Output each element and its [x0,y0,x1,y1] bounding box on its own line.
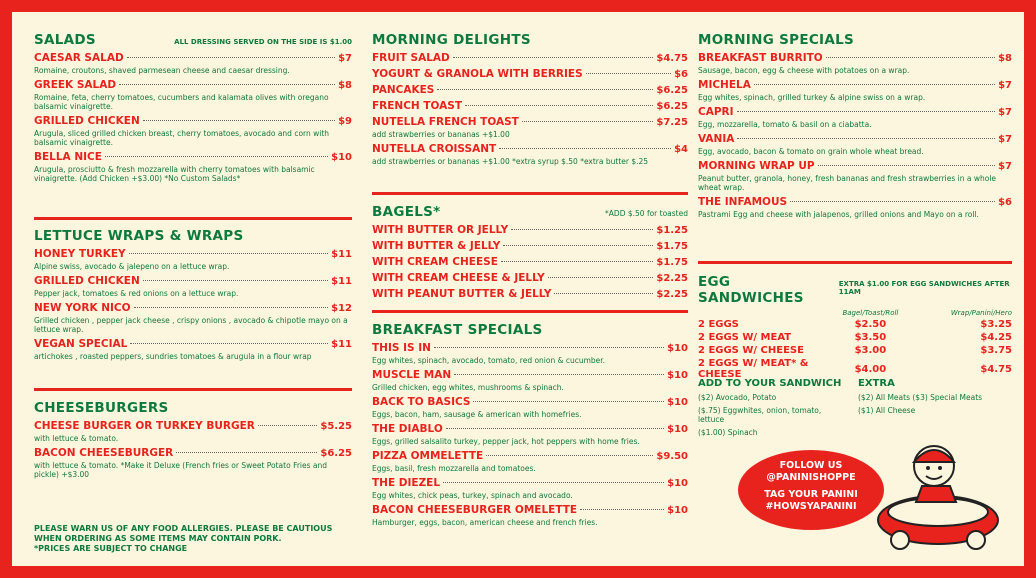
menu-item [372,450,688,462]
item-name: NUTELLA CROISSANT [372,143,497,155]
item-price: $11 [331,276,352,287]
section-title: BREAKFAST SPECIALS [372,322,543,338]
morning-specials-section [698,32,1012,219]
item-description: Arugula, sliced grilled chicken breast, cherry tomatoes, avocado and corn with balsamic vinaigrette. [34,129,330,147]
item-price: $8 [998,53,1012,64]
section-note: ALL DRESSING SERVED ON THE SIDE IS $1.00 [174,38,352,46]
item-price: $2.25 [656,289,688,300]
add-title: ADD TO YOUR SANDWICH [698,378,842,389]
leader-dots [586,73,671,74]
menu-item [34,115,352,127]
leader-dots [499,148,671,149]
extra-line: ($1) All Cheese [858,406,916,415]
item-description: Egg whites, spinach, avocado, tomato, red onion & cucumber. [372,356,606,365]
extra-title: EXTRA [858,378,895,389]
item-name: YOGURT & GRANOLA WITH BERRIES [372,68,583,80]
item-name: BACON CHEESEBURGER OMELETTE [372,504,578,516]
leader-dots [737,138,995,139]
menu-item [698,106,1012,118]
leader-dots [754,84,995,85]
item-description: with lettuce & tomato. [34,434,119,443]
menu-item [372,143,688,155]
leader-dots [434,347,664,348]
item-description: Romaine, feta, cherry tomatoes, cucumbers and kalamata olives with oregano balsamic vinaigrette. [34,93,329,111]
allergy-text: PLEASE WARN US OF ANY FOOD ALLERGIES. PLEASE BE CAUTIOUS WHEN ORDERING AS SOME ITEMS MAY CONTAIN PORK. [34,524,333,543]
menu-item [698,79,1012,91]
egg-sandwiches-section [698,274,1012,381]
item-price: $6 [998,197,1012,208]
menu-item [34,151,352,163]
leader-dots [790,201,995,202]
leader-dots [454,374,664,375]
item-name: VANIA [698,133,735,145]
item-description: add strawberries or bananas +$1.00 *extra syrup $.50 *extra butter $.25 [372,157,649,166]
leader-dots [143,120,335,121]
leader-dots [522,121,654,122]
item-price: $9.50 [656,451,688,462]
menu-item [372,68,688,80]
menu-item [372,100,688,112]
item-description: Egg whites, spinach, grilled turkey & alpine swiss on a wrap. [698,93,926,102]
item-name: CAPRI [698,106,734,118]
leader-dots [127,57,335,58]
egg-price-wrap: $4.25 [980,332,1012,343]
wraps-section [34,228,352,361]
item-price: $5.25 [320,421,352,432]
leader-dots [511,229,653,230]
section-title: LETTUCE WRAPS & WRAPS [34,228,244,244]
leader-dots [437,89,653,90]
leader-dots [818,165,995,166]
item-name: BACON CHEESEBURGER [34,447,174,459]
egg-price-roll: $4.00 [854,363,887,375]
item-price: $6.25 [656,101,688,112]
divider [372,310,688,313]
breakfast-specials-section [372,322,688,527]
column-header: Wrap/Panini/Hero [950,309,1012,317]
egg-price-wrap: $3.75 [980,345,1012,356]
menu-item [372,288,688,300]
leader-dots [486,455,653,456]
item-name: THIS IS IN [372,342,431,354]
divider [34,388,352,391]
menu-item [372,272,688,284]
item-description: Grilled chicken , pepper jack cheese , crispy onions , avocado & chipotle mayo on a lettuce wrap. [34,316,348,334]
social-badge [738,450,884,530]
morning-delights-section [372,32,688,166]
item-price: $7 [998,107,1012,118]
item-description: Romaine, croutons, shaved parmesean cheese and caesar dressing. [34,66,290,75]
hashtag: #HOWSYAPANINI [765,501,857,512]
leader-dots [548,277,654,278]
menu-item [34,420,352,432]
menu-item [372,52,688,64]
section-note: EXTRA $1.00 FOR EGG SANDWICHES AFTER 11AM [838,280,1010,296]
section-title: EGG SANDWICHES [698,274,804,306]
item-name: FRENCH TOAST [372,100,463,112]
menu-item [34,447,352,459]
leader-dots [143,280,328,281]
extra-line: ($2) All Meats ($3) Special Meats [858,393,983,402]
egg-price-roll: $3.50 [854,332,887,343]
egg-item-name: 2 EGGS [698,319,739,330]
item-description: Eggs, bacon, ham, sausage & american with homefries. [372,410,582,419]
item-name: BELLA NICE [34,151,102,163]
item-name: WITH BUTTER & JELLY [372,240,501,252]
menu-item [34,248,352,260]
item-name: GREEK SALAD [34,79,117,91]
item-name: BACK TO BASICS [372,396,471,408]
leader-dots [465,105,653,106]
follow-us-text: FOLLOW US [779,460,843,471]
egg-price-roll: $3.00 [854,345,887,356]
item-description: Sausage, bacon, egg & cheese with potatoes on a wrap. [698,66,910,75]
item-price: $10 [331,152,352,163]
item-name: WITH CREAM CHEESE & JELLY [372,272,545,284]
leader-dots [503,245,653,246]
item-price: $10 [667,424,688,435]
item-price: $1.75 [656,257,688,268]
menu-item [372,84,688,96]
column-left [34,32,352,183]
item-price: $12 [331,303,352,314]
item-name: BREAKFAST BURRITO [698,52,823,64]
item-price: $1.25 [656,225,688,236]
egg-price-roll: $2.50 [854,319,887,330]
menu-item [372,342,688,354]
egg-item-name: 2 EGGS W/ MEAT [698,332,792,343]
item-price: $2.25 [656,273,688,284]
menu-item [372,224,688,236]
item-price: $1.75 [656,241,688,252]
item-name: VEGAN SPECIAL [34,338,128,350]
item-description: Egg, avocado, bacon & tomato on grain whole wheat bread. [698,147,924,156]
egg-item-name: 2 EGGS W/ MEAT* & CHEESE [698,358,809,380]
menu-item [372,477,688,489]
item-description: with lettuce & tomato. *Make it Deluxe (French fries or Sweet Potato Fries and pickle) +$3.00 [34,461,328,479]
burgers-section [34,400,352,479]
menu-item [372,396,688,408]
item-description: Pastrami Egg and cheese with jalapenos, grilled onions and Mayo on a roll. [698,210,979,219]
item-name: HONEY TURKEY [34,248,126,260]
item-name: PANCAKES [372,84,435,96]
item-description: add strawberries or bananas +$1.00 [372,130,510,139]
egg-row [698,344,1012,357]
add-line: ($1.00) Spinach [698,428,758,437]
leader-dots [258,425,317,426]
item-name: GRILLED CHICKEN [34,275,140,287]
salads-section [34,32,352,183]
item-price: $10 [667,478,688,489]
item-price: $7 [998,80,1012,91]
menu-item [372,423,688,435]
add-line: ($.75) Eggwhites, onion, tomato, lettuce [698,406,822,424]
item-price: $4.75 [656,53,688,64]
egg-row [698,331,1012,344]
item-name: THE DIEZEL [372,477,441,489]
menu-item [34,52,352,64]
divider [698,261,1012,264]
item-price: $7 [998,134,1012,145]
leader-dots [501,261,653,262]
item-description: Eggs, basil, fresh mozzarella and tomatoes. [372,464,536,473]
item-price: $11 [331,249,352,260]
leader-dots [176,452,317,453]
section-note: *ADD $.50 for toasted [605,209,688,218]
item-name: WITH CREAM CHEESE [372,256,498,268]
leader-dots [129,253,329,254]
section-title: BAGELS* [372,204,441,220]
menu-item [34,338,352,350]
menu-item [698,52,1012,64]
item-name: WITH BUTTER OR JELLY [372,224,509,236]
menu-item [34,302,352,314]
item-price: $6.25 [656,85,688,96]
bagels-section [372,204,688,300]
item-name: MORNING WRAP UP [698,160,815,172]
leader-dots [105,156,328,157]
item-description: Hamburger, eggs, bacon, american cheese and french fries. [372,518,598,527]
instagram-handle: @PANINISHOPPE [766,472,856,483]
section-title: CHEESEBURGERS [34,400,169,416]
item-description: Peanut butter, granola, honey, fresh bananas and fresh strawberries in a whole wheat wrap. [698,174,997,192]
price-note: *PRICES ARE SUBJECT TO CHANGE [34,544,188,553]
menu-item [698,133,1012,145]
menu-item [372,369,688,381]
egg-item-name: 2 EGGS W/ CHEESE [698,345,804,356]
menu-item [372,256,688,268]
menu-item [34,79,352,91]
item-description: Egg, mozzarella, tomato & basil on a ciabatta. [698,120,872,129]
leader-dots [737,111,996,112]
item-price: $7.25 [656,117,688,128]
item-name: THE DIABLO [372,423,443,435]
menu-item [34,275,352,287]
item-description: Eggs, grilled salsalito turkey, pepper jack, hot peppers with home fries. [372,437,640,446]
item-price: $9 [338,116,352,127]
item-name: PIZZA OMMELETTE [372,450,484,462]
menu-item [698,196,1012,208]
section-title: SALADS [34,32,96,48]
tag-text: TAG YOUR PANINI [764,489,858,500]
leader-dots [446,428,664,429]
item-name: WITH PEANUT BUTTER & JELLY [372,288,552,300]
item-name: NUTELLA FRENCH TOAST [372,116,519,128]
leader-dots [453,57,654,58]
item-description: Alpine swiss, avocado & jalepeno on a lettuce wrap. [34,262,230,271]
egg-price-wrap: $4.75 [980,363,1012,375]
menu-item [372,504,688,516]
item-price: $11 [331,339,352,350]
item-description: Grilled chicken, egg whites, mushrooms & spinach. [372,383,564,392]
menu-item [698,160,1012,172]
item-name: THE INFAMOUS [698,196,788,208]
leader-dots [580,509,664,510]
item-description: Egg whites, chick peas, turkey, spinach and avocado. [372,491,573,500]
item-name: GRILLED CHICKEN [34,115,140,127]
item-price: $4 [674,144,688,155]
add-line: ($2) Avocado, Potato [698,393,777,402]
leader-dots [826,57,995,58]
item-description: Arugula, prosciutto & fresh mozzarella with cherry tomatoes with balsamic vinaigrette. (Add Chicken +$3.00) *No Custom Salads* [34,165,315,183]
divider [372,192,688,195]
add-to-sandwich [698,378,848,437]
item-name: MICHELA [698,79,751,91]
leader-dots [473,401,664,402]
item-price: $10 [667,505,688,516]
leader-dots [554,293,653,294]
leader-dots [130,343,328,344]
leader-dots [443,482,664,483]
leader-dots [119,84,335,85]
item-name: MUSCLE MAN [372,369,452,381]
panini-mascot-icon [872,436,1004,554]
extra-section [858,378,1008,415]
section-title: MORNING SPECIALS [698,32,855,48]
item-price: $6.25 [320,448,352,459]
item-description: Pepper jack, tomatoes & red onions on a lettuce wrap. [34,289,239,298]
item-price: $10 [667,343,688,354]
menu-item [372,240,688,252]
item-name: FRUIT SALAD [372,52,450,64]
item-description: artichokes , roasted peppers, sundries tomatoes & arugula in a flour wrap [34,352,312,361]
item-price: $6 [674,69,688,80]
allergy-warning [34,524,352,554]
item-name: NEW YORK NICO [34,302,131,314]
item-price: $8 [338,80,352,91]
section-title: MORNING DELIGHTS [372,32,531,48]
item-name: CHEESE BURGER OR TURKEY BURGER [34,420,255,432]
egg-row [698,318,1012,331]
egg-price-table [698,308,1012,381]
item-price: $10 [667,370,688,381]
leader-dots [134,307,329,308]
menu-item [372,116,688,128]
item-price: $7 [338,53,352,64]
item-price: $7 [998,161,1012,172]
divider [34,217,352,220]
item-price: $10 [667,397,688,408]
item-name: CAESAR SALAD [34,52,124,64]
egg-price-wrap: $3.25 [980,319,1012,330]
column-header: Bagel/Toast/Roll [842,309,899,317]
